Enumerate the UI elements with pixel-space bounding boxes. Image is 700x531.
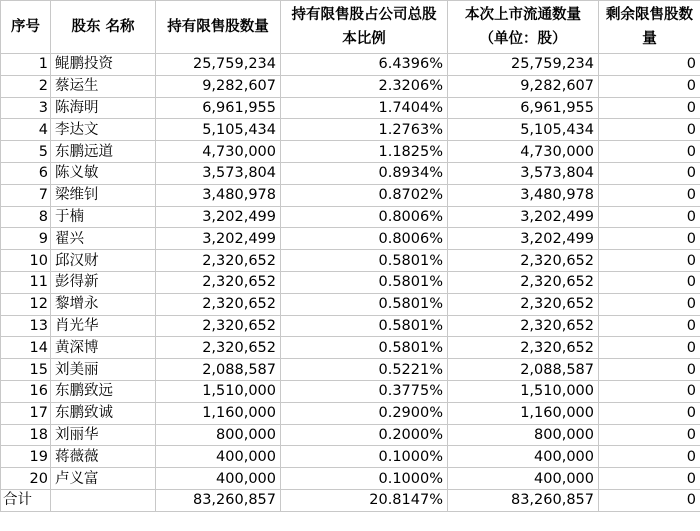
cell-pct: 0.5221% bbox=[281, 359, 448, 381]
cell-listed: 2,088,587 bbox=[448, 359, 599, 381]
total-shares: 83,260,857 bbox=[156, 489, 281, 511]
cell-listed: 2,320,652 bbox=[448, 293, 599, 315]
cell-pct: 0.2900% bbox=[281, 402, 448, 424]
cell-shareholder-name: 李达文 bbox=[51, 119, 156, 141]
cell-listed: 2,320,652 bbox=[448, 315, 599, 337]
cell-listed: 6,961,955 bbox=[448, 97, 599, 119]
cell-remain: 0 bbox=[599, 119, 700, 141]
cell-shareholder-name: 卢义富 bbox=[51, 468, 156, 490]
cell-shares: 2,088,587 bbox=[156, 359, 281, 381]
cell-shares: 2,320,652 bbox=[156, 250, 281, 272]
cell-pct: 0.8934% bbox=[281, 162, 448, 184]
cell-seq: 11 bbox=[1, 271, 51, 293]
cell-remain: 0 bbox=[599, 380, 700, 402]
table-row bbox=[1, 271, 700, 293]
cell-pct: 0.2000% bbox=[281, 424, 448, 446]
cell-shareholder-name: 鲲鹏投资 bbox=[51, 54, 156, 76]
cell-remain: 0 bbox=[599, 206, 700, 228]
table-row bbox=[1, 293, 700, 315]
total-listed: 83,260,857 bbox=[448, 489, 599, 511]
cell-remain: 0 bbox=[599, 97, 700, 119]
cell-seq: 19 bbox=[1, 446, 51, 468]
table-row bbox=[1, 315, 700, 337]
cell-listed: 3,202,499 bbox=[448, 228, 599, 250]
cell-shares: 3,202,499 bbox=[156, 228, 281, 250]
cell-shareholder-name: 刘美丽 bbox=[51, 359, 156, 381]
cell-remain: 0 bbox=[599, 162, 700, 184]
cell-listed: 400,000 bbox=[448, 468, 599, 490]
cell-seq: 13 bbox=[1, 315, 51, 337]
cell-seq: 15 bbox=[1, 359, 51, 381]
cell-remain: 0 bbox=[599, 468, 700, 490]
cell-remain: 0 bbox=[599, 271, 700, 293]
total-pct: 20.8147% bbox=[281, 489, 448, 511]
cell-shareholder-name: 邱汉财 bbox=[51, 250, 156, 272]
cell-remain: 0 bbox=[599, 315, 700, 337]
cell-shares: 25,759,234 bbox=[156, 54, 281, 76]
header-seq: 序号 bbox=[1, 1, 51, 54]
cell-shareholder-name: 蒋薇薇 bbox=[51, 446, 156, 468]
header-row bbox=[1, 1, 700, 54]
cell-pct: 0.3775% bbox=[281, 380, 448, 402]
cell-remain: 0 bbox=[599, 184, 700, 206]
cell-seq: 1 bbox=[1, 54, 51, 76]
cell-shareholder-name: 肖光华 bbox=[51, 315, 156, 337]
cell-shares: 3,480,978 bbox=[156, 184, 281, 206]
cell-pct: 1.7404% bbox=[281, 97, 448, 119]
cell-pct: 1.1825% bbox=[281, 141, 448, 163]
header-shares: 持有限售股数量 bbox=[156, 1, 281, 54]
cell-listed: 4,730,000 bbox=[448, 141, 599, 163]
table-row bbox=[1, 424, 700, 446]
cell-shares: 2,320,652 bbox=[156, 337, 281, 359]
cell-listed: 3,480,978 bbox=[448, 184, 599, 206]
cell-listed: 3,573,804 bbox=[448, 162, 599, 184]
cell-shares: 4,730,000 bbox=[156, 141, 281, 163]
table-row bbox=[1, 337, 700, 359]
total-label: 合计 bbox=[1, 489, 51, 511]
cell-shareholder-name: 黄深博 bbox=[51, 337, 156, 359]
cell-shareholder-name: 彭得新 bbox=[51, 271, 156, 293]
cell-listed: 2,320,652 bbox=[448, 337, 599, 359]
cell-listed: 400,000 bbox=[448, 446, 599, 468]
cell-shareholder-name: 东鹏致远 bbox=[51, 380, 156, 402]
cell-pct: 0.8006% bbox=[281, 228, 448, 250]
cell-listed: 2,320,652 bbox=[448, 250, 599, 272]
cell-listed: 5,105,434 bbox=[448, 119, 599, 141]
header-name: 股东 名称 bbox=[51, 1, 156, 54]
cell-listed: 25,759,234 bbox=[448, 54, 599, 76]
cell-shareholder-name: 黎增永 bbox=[51, 293, 156, 315]
cell-pct: 0.8006% bbox=[281, 206, 448, 228]
cell-shareholder-name: 于楠 bbox=[51, 206, 156, 228]
cell-remain: 0 bbox=[599, 446, 700, 468]
cell-shares: 6,961,955 bbox=[156, 97, 281, 119]
cell-pct: 0.5801% bbox=[281, 250, 448, 272]
total-remain: 0 bbox=[599, 489, 700, 511]
cell-shareholder-name: 东鹏远道 bbox=[51, 141, 156, 163]
cell-seq: 18 bbox=[1, 424, 51, 446]
cell-shareholder-name: 东鹏致诚 bbox=[51, 402, 156, 424]
cell-pct: 1.2763% bbox=[281, 119, 448, 141]
cell-seq: 12 bbox=[1, 293, 51, 315]
table-row bbox=[1, 250, 700, 272]
cell-pct: 0.8702% bbox=[281, 184, 448, 206]
cell-pct: 0.5801% bbox=[281, 315, 448, 337]
cell-remain: 0 bbox=[599, 228, 700, 250]
table-row bbox=[1, 380, 700, 402]
cell-pct: 0.1000% bbox=[281, 446, 448, 468]
cell-shares: 2,320,652 bbox=[156, 315, 281, 337]
total-row bbox=[1, 489, 700, 511]
cell-remain: 0 bbox=[599, 141, 700, 163]
cell-seq: 7 bbox=[1, 184, 51, 206]
cell-listed: 3,202,499 bbox=[448, 206, 599, 228]
table-row bbox=[1, 162, 700, 184]
cell-shareholder-name: 陈义敏 bbox=[51, 162, 156, 184]
cell-remain: 0 bbox=[599, 359, 700, 381]
cell-seq: 20 bbox=[1, 468, 51, 490]
total-name-cell bbox=[51, 489, 156, 511]
cell-shares: 3,573,804 bbox=[156, 162, 281, 184]
cell-shares: 1,510,000 bbox=[156, 380, 281, 402]
cell-shares: 1,160,000 bbox=[156, 402, 281, 424]
cell-pct: 6.4396% bbox=[281, 54, 448, 76]
cell-shares: 2,320,652 bbox=[156, 293, 281, 315]
cell-shares: 5,105,434 bbox=[156, 119, 281, 141]
table-row bbox=[1, 359, 700, 381]
cell-pct: 0.5801% bbox=[281, 271, 448, 293]
cell-seq: 17 bbox=[1, 402, 51, 424]
cell-listed: 9,282,607 bbox=[448, 75, 599, 97]
cell-pct: 0.5801% bbox=[281, 337, 448, 359]
header-remain: 剩余限售股数量 bbox=[599, 1, 700, 54]
cell-shares: 400,000 bbox=[156, 468, 281, 490]
cell-seq: 3 bbox=[1, 97, 51, 119]
cell-seq: 8 bbox=[1, 206, 51, 228]
cell-shareholder-name: 梁维钊 bbox=[51, 184, 156, 206]
cell-shares: 3,202,499 bbox=[156, 206, 281, 228]
table-row bbox=[1, 468, 700, 490]
table-row bbox=[1, 228, 700, 250]
cell-remain: 0 bbox=[599, 402, 700, 424]
table-row bbox=[1, 206, 700, 228]
cell-seq: 5 bbox=[1, 141, 51, 163]
cell-seq: 9 bbox=[1, 228, 51, 250]
cell-seq: 14 bbox=[1, 337, 51, 359]
cell-shareholder-name: 刘丽华 bbox=[51, 424, 156, 446]
cell-seq: 16 bbox=[1, 380, 51, 402]
cell-remain: 0 bbox=[599, 337, 700, 359]
cell-shareholder-name: 陈海明 bbox=[51, 97, 156, 119]
cell-shares: 400,000 bbox=[156, 446, 281, 468]
table-row bbox=[1, 402, 700, 424]
cell-seq: 4 bbox=[1, 119, 51, 141]
table-row bbox=[1, 54, 700, 76]
cell-shares: 800,000 bbox=[156, 424, 281, 446]
cell-remain: 0 bbox=[599, 54, 700, 76]
cell-listed: 1,160,000 bbox=[448, 402, 599, 424]
table-row bbox=[1, 97, 700, 119]
cell-remain: 0 bbox=[599, 424, 700, 446]
cell-remain: 0 bbox=[599, 75, 700, 97]
header-pct: 持有限售股占公司总股本比例 bbox=[281, 1, 448, 54]
table-row bbox=[1, 119, 700, 141]
table-row bbox=[1, 75, 700, 97]
table-row bbox=[1, 446, 700, 468]
table-row bbox=[1, 184, 700, 206]
cell-remain: 0 bbox=[599, 250, 700, 272]
cell-seq: 6 bbox=[1, 162, 51, 184]
cell-listed: 800,000 bbox=[448, 424, 599, 446]
cell-remain: 0 bbox=[599, 293, 700, 315]
header-listed: 本次上市流通数量（单位：股） bbox=[448, 1, 599, 54]
cell-shareholder-name: 翟兴 bbox=[51, 228, 156, 250]
cell-listed: 1,510,000 bbox=[448, 380, 599, 402]
cell-seq: 2 bbox=[1, 75, 51, 97]
cell-shares: 2,320,652 bbox=[156, 271, 281, 293]
cell-seq: 10 bbox=[1, 250, 51, 272]
table-row bbox=[1, 141, 700, 163]
cell-pct: 0.5801% bbox=[281, 293, 448, 315]
cell-shareholder-name: 蔡运生 bbox=[51, 75, 156, 97]
cell-listed: 2,320,652 bbox=[448, 271, 599, 293]
cell-pct: 0.1000% bbox=[281, 468, 448, 490]
cell-pct: 2.3206% bbox=[281, 75, 448, 97]
cell-shares: 9,282,607 bbox=[156, 75, 281, 97]
